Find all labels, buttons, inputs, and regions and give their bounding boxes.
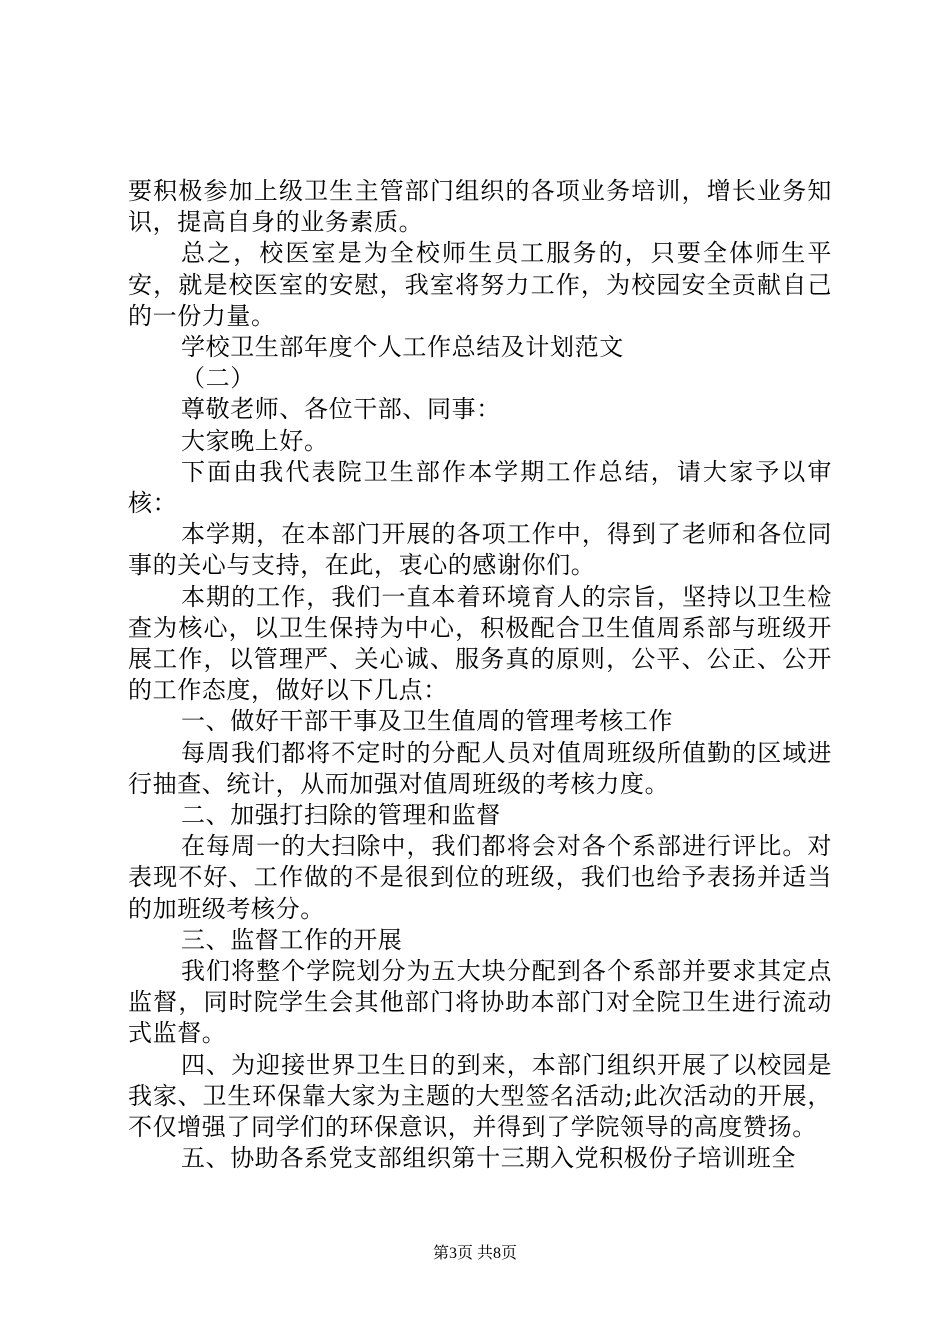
paragraph: 五、协助各系党支部组织第十三期入党积极份子培训班全 <box>181 1144 796 1173</box>
section-title: 学校卫生部年度个人工作总结及计划范文 <box>181 333 624 362</box>
item-heading: 三、监督工作的开展 <box>181 925 403 954</box>
paragraph: 在每周一的大扫除中，我们都将会对各个系部进行评比。对表现不好、工作做的不是很到位的班级，我们也给予表扬并适当的加班级考核分。 <box>128 832 832 923</box>
paragraph: 每周我们都将不定时的分配人员对值周班级所值勤的区域进行抽查、统计，从而加强对值周班级的考核力度。 <box>128 738 832 798</box>
section-number: （二） <box>181 364 255 393</box>
item-heading: 一、做好干部干事及卫生值周的管理考核工作 <box>181 707 673 736</box>
greeting: 大家晚上好。 <box>181 426 329 455</box>
item-heading: 二、加强打扫除的管理和监督 <box>181 801 501 830</box>
paragraph: 本学期，在本部门开展的各项工作中，得到了老师和各位同事的关心与支持，在此，衷心的感谢你们。 <box>128 520 832 580</box>
document-body <box>128 176 832 1175</box>
paragraph: 四、为迎接世界卫生日的到来，本部门组织开展了以校园是我家、卫生环保靠大家为主题的大型签名活动;此次活动的开展，不仅增强了同学们的环保意识，并得到了学院领导的高度赞扬。 <box>128 1050 832 1142</box>
paragraph: 总之，校医室是为全校师生员工服务的，只要全体师生平安，就是校医室的安慰，我室将努力工作，为校园安全贡献自己的一份力量。 <box>128 239 832 330</box>
paragraph: 我们将整个学院划分为五大块分配到各个系部并要求其定点监督，同时院学生会其他部门将协助本部门对全院卫生进行流动式监督。 <box>128 957 832 1048</box>
salutation: 尊敬老师、各位干部、同事： <box>181 395 501 424</box>
paragraph: 下面由我代表院卫生部作本学期工作总结，请大家予以审核： <box>128 457 832 518</box>
paragraph: 要积极参加上级卫生主管部门组织的各项业务培训，增长业务知识，提高自身的业务素质。 <box>128 177 832 237</box>
paragraph: 本期的工作，我们一直本着环境育人的宗旨，坚持以卫生检查为核心，以卫生保持为中心，积极配合卫生值周系部与班级开展工作，以管理严、关心诚、服务真的原则，公平、公正、公开的工作态度，做好以下几点： <box>128 582 832 705</box>
page-footer: 第3页 共8页 <box>432 1245 517 1262</box>
